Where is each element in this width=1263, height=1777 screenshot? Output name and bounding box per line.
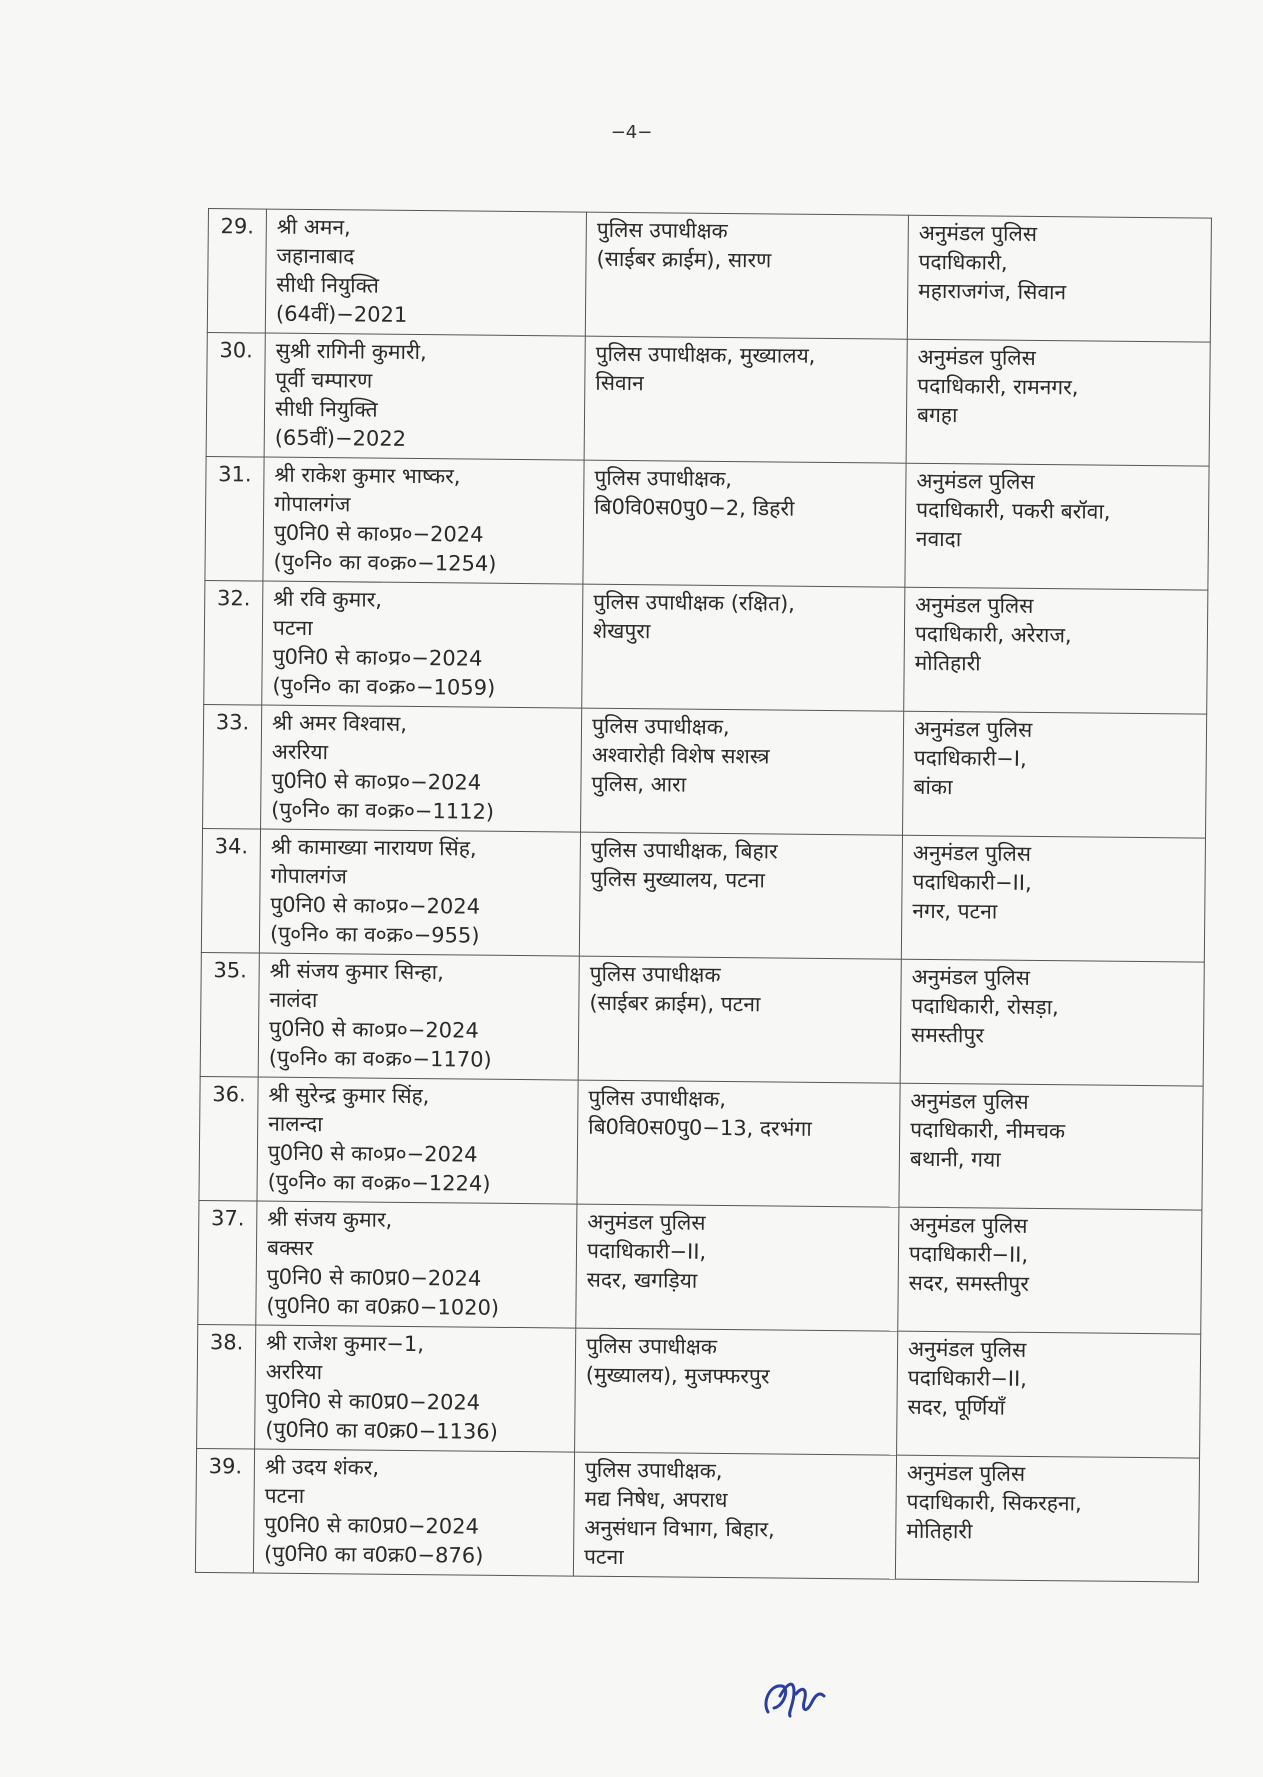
cell-line: (64वीं)−2021 <box>275 301 408 327</box>
officer-name-cell <box>259 829 580 956</box>
table-row <box>200 952 1204 1086</box>
cell-line: गोपालगंज <box>270 863 347 889</box>
new-post-cell <box>905 463 1209 590</box>
cell-line: पदाधिकारी, रोसड़ा, <box>911 993 1059 1020</box>
officer-name-cell <box>263 457 584 584</box>
current-post-cell <box>577 1080 900 1207</box>
cell-line: पुलिस उपाधीक्षक <box>585 1333 718 1359</box>
current-post-cell <box>584 336 907 463</box>
table-row <box>205 456 1209 590</box>
cell-line: (साईबर क्राईम), सारण <box>596 246 772 273</box>
cell-line: पुलिस उपाधीक्षक, <box>584 1457 723 1483</box>
table-row <box>203 704 1207 838</box>
cell-line: पु0नि0 से का०प्र०−2024 <box>273 520 484 547</box>
cell-line: पु0नि0 से का0प्र0−2024 <box>265 1388 481 1415</box>
cell-line: श्री संजय कुमार, <box>267 1206 393 1232</box>
serial-number-cell: 31. <box>205 456 264 581</box>
cell-line: अनुमंडल पुलिस <box>916 468 1035 494</box>
cell-line: शेखपुरा <box>592 618 651 644</box>
officer-name-cell <box>255 1325 576 1452</box>
cell-line: नगर, पटना <box>912 898 998 924</box>
serial-number-cell: 39. <box>195 1448 254 1573</box>
cell-line: सिवान <box>595 370 644 396</box>
cell-line: बगहा <box>916 402 958 428</box>
current-post-cell <box>573 1452 896 1579</box>
current-post-cell <box>581 708 904 835</box>
transfer-table <box>195 208 1212 1583</box>
cell-line: पुलिस मुख्यालय, पटना <box>590 866 765 893</box>
officer-name-cell <box>253 1449 574 1576</box>
cell-line: अनुमंडल पुलिस <box>917 344 1036 370</box>
serial-number-cell: 33. <box>203 704 262 829</box>
cell-line: पुलिस उपाधीक्षक, मुख्यालय, <box>595 341 816 368</box>
new-post-cell <box>904 587 1208 714</box>
new-post-cell <box>900 959 1204 1086</box>
cell-line: सीधी नियुक्ति <box>276 272 379 298</box>
cell-line: श्री अमर विश्वास, <box>271 710 408 736</box>
cell-line: बि0वि0स0पु0−13, दरभंगा <box>588 1114 812 1141</box>
cell-line: पु0नि0 से का०प्र०−2024 <box>270 892 481 919</box>
cell-line: पु0नि0 से का०प्र०−2024 <box>271 768 482 795</box>
cell-line: पु0नि0 से का०प्र०−2024 <box>269 1016 479 1043</box>
cell-line: पुलिस उपाधीक्षक, <box>594 465 733 492</box>
serial-number-cell: 34. <box>201 828 260 953</box>
page-number: −4− <box>610 122 653 143</box>
cell-line: पदाधिकारी−II, <box>908 1241 1029 1267</box>
serial-number-cell: 30. <box>206 332 265 457</box>
cell-line: पुलिस, आरा <box>591 771 687 797</box>
cell-line: श्री अमन, <box>276 214 351 240</box>
cell-line: (पु0नि0 का व0क्र0−876) <box>263 1541 484 1568</box>
cell-line: (पु०नि० का व०क्र०−1112) <box>271 797 495 824</box>
cell-line: पदाधिकारी, <box>918 249 1008 275</box>
cell-line: महाराजगंज, सिवान <box>918 278 1067 305</box>
cell-line: बक्सर <box>266 1235 314 1261</box>
cell-line: सदर, समस्तीपुर <box>908 1270 1029 1296</box>
table-row <box>198 1200 1202 1334</box>
cell-line: पदाधिकारी, सिकरहना, <box>906 1489 1082 1516</box>
cell-line: (पु0नि0 का व0क्र0−1020) <box>266 1293 500 1320</box>
table-body <box>195 209 1211 1583</box>
cell-line: अररिया <box>265 1359 323 1385</box>
cell-line: सुश्री रागिनी कुमारी, <box>275 338 427 365</box>
serial-number-cell: 29. <box>207 209 266 334</box>
cell-line: पदाधिकारी−I, <box>913 745 1027 771</box>
table-row <box>199 1076 1203 1210</box>
serial-number-cell: 32. <box>204 580 263 705</box>
cell-line: नालन्दा <box>268 1111 323 1137</box>
cell-line: अनुमंडल पुलिस <box>909 1212 1028 1238</box>
cell-line: (साईबर क्राईम), पटना <box>589 990 761 1017</box>
cell-line: पटना <box>264 1483 305 1508</box>
new-post-cell <box>899 1083 1203 1210</box>
cell-line: बि0वि0स0पु0−2, डिहरी <box>594 494 795 521</box>
cell-line: गोपालगंज <box>274 491 351 517</box>
officer-name-cell <box>264 333 585 460</box>
cell-line: पटना <box>272 615 313 641</box>
cell-line: (पु०नि० का व०क्र०−1254) <box>273 549 497 576</box>
current-post-cell <box>583 460 906 587</box>
cell-line: पुलिस उपाधीक्षक, <box>591 713 730 740</box>
current-post-cell <box>582 584 905 711</box>
new-post-cell <box>906 339 1210 466</box>
cell-line: अनुमंडल पुलिस <box>910 1088 1029 1114</box>
cell-line: श्री राकेश कुमार भाष्कर, <box>274 462 461 489</box>
cell-line: पुलिस उपाधीक्षक, बिहार <box>590 837 778 864</box>
cell-line: (पु०नि० का व०क्र०−1170) <box>268 1045 492 1072</box>
cell-line: मद्य निषेध, अपराध <box>584 1486 728 1513</box>
cell-line: श्री उदय शंकर, <box>264 1454 380 1480</box>
cell-line: पुलिस उपाधीक्षक, <box>588 1085 727 1112</box>
officer-name-cell <box>261 705 582 832</box>
cell-line: सीधी नियुक्ति <box>274 396 378 422</box>
cell-line: (पु०नि० का व०क्र०−1224) <box>267 1169 491 1196</box>
cell-line: नवादा <box>915 526 962 552</box>
table-row <box>206 332 1210 466</box>
cell-line: पुलिस उपाधीक्षक <box>596 217 728 243</box>
cell-line: पदाधिकारी−II, <box>907 1365 1028 1391</box>
current-post-cell <box>576 1204 899 1331</box>
cell-line: अनुमंडल पुलिस <box>907 1336 1027 1362</box>
cell-line: पदाधिकारी, पकरी बरॉवा, <box>916 497 1111 524</box>
cell-line: श्री रवि कुमार, <box>273 586 383 612</box>
officer-name-cell <box>265 209 586 336</box>
serial-number-cell: 36. <box>199 1076 258 1201</box>
table-row <box>197 1324 1201 1458</box>
new-post-cell <box>897 1331 1201 1458</box>
current-post-cell <box>585 212 908 339</box>
cell-line: पु0नि0 से का०प्र०−2024 <box>267 1140 478 1167</box>
cell-line: पदाधिकारी, नीमचक <box>910 1117 1066 1144</box>
officer-name-cell <box>256 1201 577 1328</box>
table-row <box>201 828 1205 962</box>
serial-number-cell: 37. <box>198 1200 257 1325</box>
cell-line: पदाधिकारी−II, <box>912 869 1032 895</box>
officer-name-cell <box>257 1077 578 1204</box>
cell-line: पुलिस उपाधीक्षक <box>589 961 721 987</box>
cell-line: (पु०नि० का व०क्र०−955) <box>269 921 480 948</box>
cell-line: (पु०नि० का व०क्र०−1059) <box>272 673 496 700</box>
cell-line: पु0नि0 से का०प्र०−2024 <box>272 644 483 671</box>
cell-line: (पु0नि0 का व0क्र0−1136) <box>265 1417 499 1444</box>
cell-line: अनुमंडल पुलिस <box>911 964 1030 990</box>
cell-line: बांका <box>913 774 953 800</box>
cell-line: अररिया <box>271 739 329 765</box>
cell-line: पटना <box>583 1544 624 1570</box>
new-post-cell <box>903 711 1207 838</box>
current-post-cell <box>575 1328 898 1455</box>
cell-line: अनुमंडल पुलिस <box>915 592 1034 618</box>
cell-line: नालंदा <box>269 987 318 1013</box>
cell-line: (मुख्यालय), मुजफ्फरपुर <box>585 1362 770 1389</box>
cell-line: श्री संजय कुमार सिन्हा, <box>269 958 444 985</box>
table-row <box>204 580 1208 714</box>
new-post-cell <box>901 835 1205 962</box>
serial-number-cell: 35. <box>200 952 259 1077</box>
cell-line: (65वीं)−2022 <box>274 425 407 451</box>
cell-line: पूर्वी चम्पारण <box>275 367 373 393</box>
serial-number-cell: 38. <box>197 1324 256 1449</box>
cell-line: बथानी, गया <box>909 1146 1001 1172</box>
cell-line: अनुमंडल पुलिस <box>912 840 1032 866</box>
cell-line: अनुमंडल पुलिस <box>913 716 1033 742</box>
cell-line: पदाधिकारी, अरेराज, <box>914 621 1072 648</box>
cell-line: अनुसंधान विभाग, बिहार, <box>584 1515 775 1542</box>
cell-line: श्री सुरेन्द्र कुमार सिंह, <box>268 1082 430 1109</box>
cell-line: अश्वारोही विशेष सशस्त्र <box>591 742 770 769</box>
cell-line: मोतिहारी <box>906 1518 973 1544</box>
cell-line: पु0नि0 से का0प्र0−2024 <box>264 1512 480 1539</box>
cell-line: अनुमंडल पुलिस <box>587 1209 706 1235</box>
cell-line: पुलिस उपाधीक्षक (रक्षित), <box>593 589 796 616</box>
cell-line: सदर, खगड़िया <box>586 1267 698 1293</box>
cell-line: पदाधिकारी, रामनगर, <box>917 373 1079 400</box>
cell-line: समस्तीपुर <box>910 1022 985 1048</box>
cell-line: श्री राजेश कुमार−1, <box>265 1330 425 1357</box>
cell-line: जहानाबाद <box>276 243 355 269</box>
current-post-cell <box>579 832 902 959</box>
cell-line: सदर, पूर्णियाँ <box>907 1394 1006 1420</box>
signature-mark <box>760 1672 830 1726</box>
cell-line: अनुमंडल पुलिस <box>906 1460 1026 1486</box>
table-row <box>207 209 1211 343</box>
new-post-cell <box>895 1455 1199 1582</box>
current-post-cell <box>578 956 901 1083</box>
cell-line: पदाधिकारी−II, <box>586 1238 707 1264</box>
table-row <box>195 1448 1199 1582</box>
cell-line: पु0नि0 से का0प्र0−2024 <box>266 1264 482 1291</box>
cell-line: मोतिहारी <box>914 650 981 676</box>
officer-name-cell <box>258 953 579 1080</box>
new-post-cell <box>907 215 1211 342</box>
cell-line: अनुमंडल पुलिस <box>918 220 1038 246</box>
cell-line: श्री कामाख्या नारायण सिंह, <box>270 834 477 861</box>
officer-name-cell <box>262 581 583 708</box>
new-post-cell <box>898 1207 1202 1334</box>
